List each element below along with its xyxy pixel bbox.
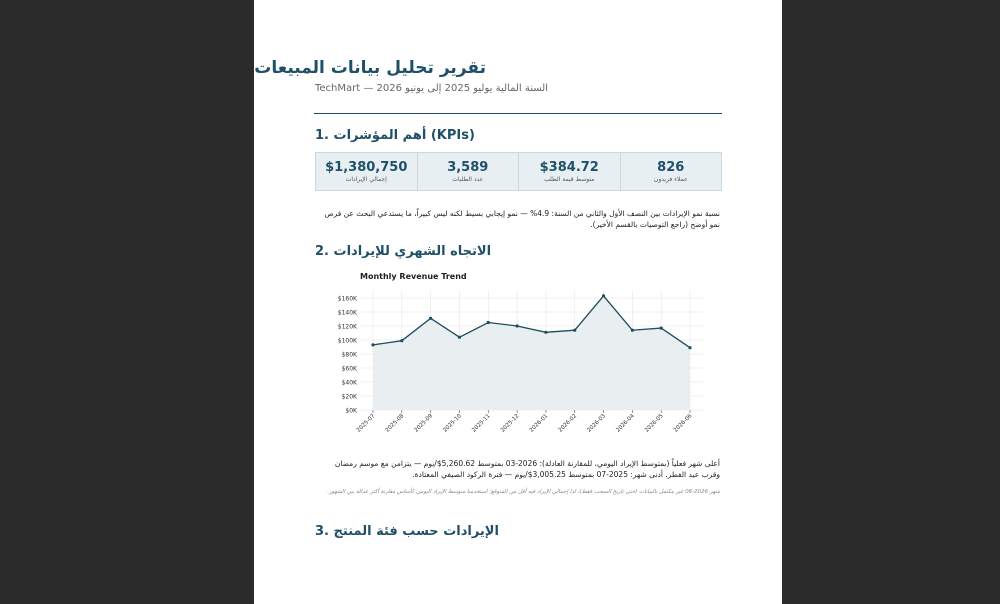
- section-heading-trend: 2. الاتجاه الشهري للإيرادات: [315, 244, 492, 259]
- kpi-card: [316, 153, 417, 190]
- y-tick-label: $140K: [337, 309, 357, 317]
- kpi-value: $384.72: [539, 159, 599, 175]
- title-divider: [314, 113, 722, 114]
- chart-title: Monthly Revenue Trend: [360, 272, 467, 281]
- revenue-chart: [315, 266, 715, 456]
- data-point: [429, 317, 432, 320]
- y-tick-label: $100K: [337, 337, 357, 345]
- x-tick-label: 2025-07: [355, 413, 377, 434]
- growth-paragraph: نسبة نمو الإيرادات بين النصف الأول والثاني من السنة: 4.9% — نمو إيجابي بسيط لكنه ليس كبيراً، ما يستدعي البحث عن فرص نمو أوضح (راجع التوصيات بالقسم الأخير).: [324, 209, 720, 229]
- peak-paragraph: أعلى شهر فعلياً (بمتوسط الإيراد اليومي، للمقارنة العادلة): 2026-03 بمتوسط 5,260.62$/يوم — يتزامن مع موسم رمضان وقرب عيد الفطر. أدنى شهر: 2025-07 بمتوسط 3,005.25$/يوم — فترة الركود الصيفي المعتادة.: [334, 459, 720, 479]
- x-tick-label: 2026-06: [672, 413, 694, 434]
- kpi-label: عملاء فريدون: [653, 175, 688, 183]
- y-tick-label: $60K: [341, 365, 357, 373]
- kpi-value: $1,380,750: [325, 159, 408, 175]
- x-tick-label: 2026-05: [644, 413, 665, 434]
- data-point: [487, 321, 490, 324]
- data-point: [660, 327, 663, 330]
- kpi-label: متوسط قيمة الطلب: [544, 175, 595, 183]
- data-note: شهر 2026-06 غير مكتمل بالبيانات (حتى تاريخ السحب فقط)، لذا إجمالي الإيراد فيه أقل من المتوقع؛ استخدمنا متوسط الإيراد اليومي كأساس مقارنة أكثر عدالة بين الشهور.: [327, 489, 720, 495]
- kpi-row: [315, 152, 722, 191]
- section-heading-kpis: 1. أهم المؤشرات (KPIs): [315, 128, 475, 143]
- y-tick-label: $160K: [337, 295, 357, 303]
- data-point: [400, 339, 403, 342]
- x-tick-label: 2026-04: [615, 413, 636, 434]
- x-tick-label: 2026-01: [528, 413, 550, 434]
- data-point: [573, 329, 576, 332]
- section-heading-category: 3. الإيرادات حسب فئة المنتج: [315, 524, 499, 539]
- kpi-label: إجمالي الإيرادات: [345, 175, 387, 183]
- kpi-card: [518, 153, 620, 190]
- y-tick-label: $0K: [345, 407, 357, 415]
- data-point: [515, 324, 518, 327]
- kpi-value: 826: [657, 159, 685, 175]
- kpi-label: عدد الطلبات: [452, 175, 484, 183]
- area-fill: [373, 296, 690, 410]
- x-tick-label: 2025-08: [384, 413, 406, 434]
- data-point: [631, 329, 634, 332]
- x-tick-label: 2025-11: [471, 413, 492, 434]
- y-tick-label: $80K: [341, 351, 357, 359]
- revenue-chart-svg: [315, 266, 715, 456]
- y-tick-label: $20K: [341, 393, 357, 401]
- kpi-card: [620, 153, 722, 190]
- document-page: [254, 0, 782, 604]
- data-point: [371, 343, 374, 346]
- kpi-value: 3,589: [447, 159, 489, 175]
- x-tick-label: 2026-03: [586, 413, 607, 434]
- data-point: [688, 346, 691, 349]
- y-tick-label: $40K: [341, 379, 357, 387]
- y-tick-label: $120K: [337, 323, 357, 331]
- x-tick-label: 2025-12: [500, 413, 521, 434]
- data-point: [544, 331, 547, 334]
- x-tick-label: 2026-02: [557, 413, 579, 434]
- data-point: [458, 336, 461, 339]
- report-subtitle: TechMart — 2026 السنة المالية يوليو 2025 إلى يونيو: [315, 83, 548, 94]
- x-tick-label: 2025-10: [442, 413, 463, 434]
- kpi-card: [417, 153, 519, 190]
- data-point: [602, 294, 605, 297]
- x-tick-label: 2025-09: [413, 413, 435, 434]
- report-title: تقرير تحليل بيانات المبيعات: [254, 58, 486, 78]
